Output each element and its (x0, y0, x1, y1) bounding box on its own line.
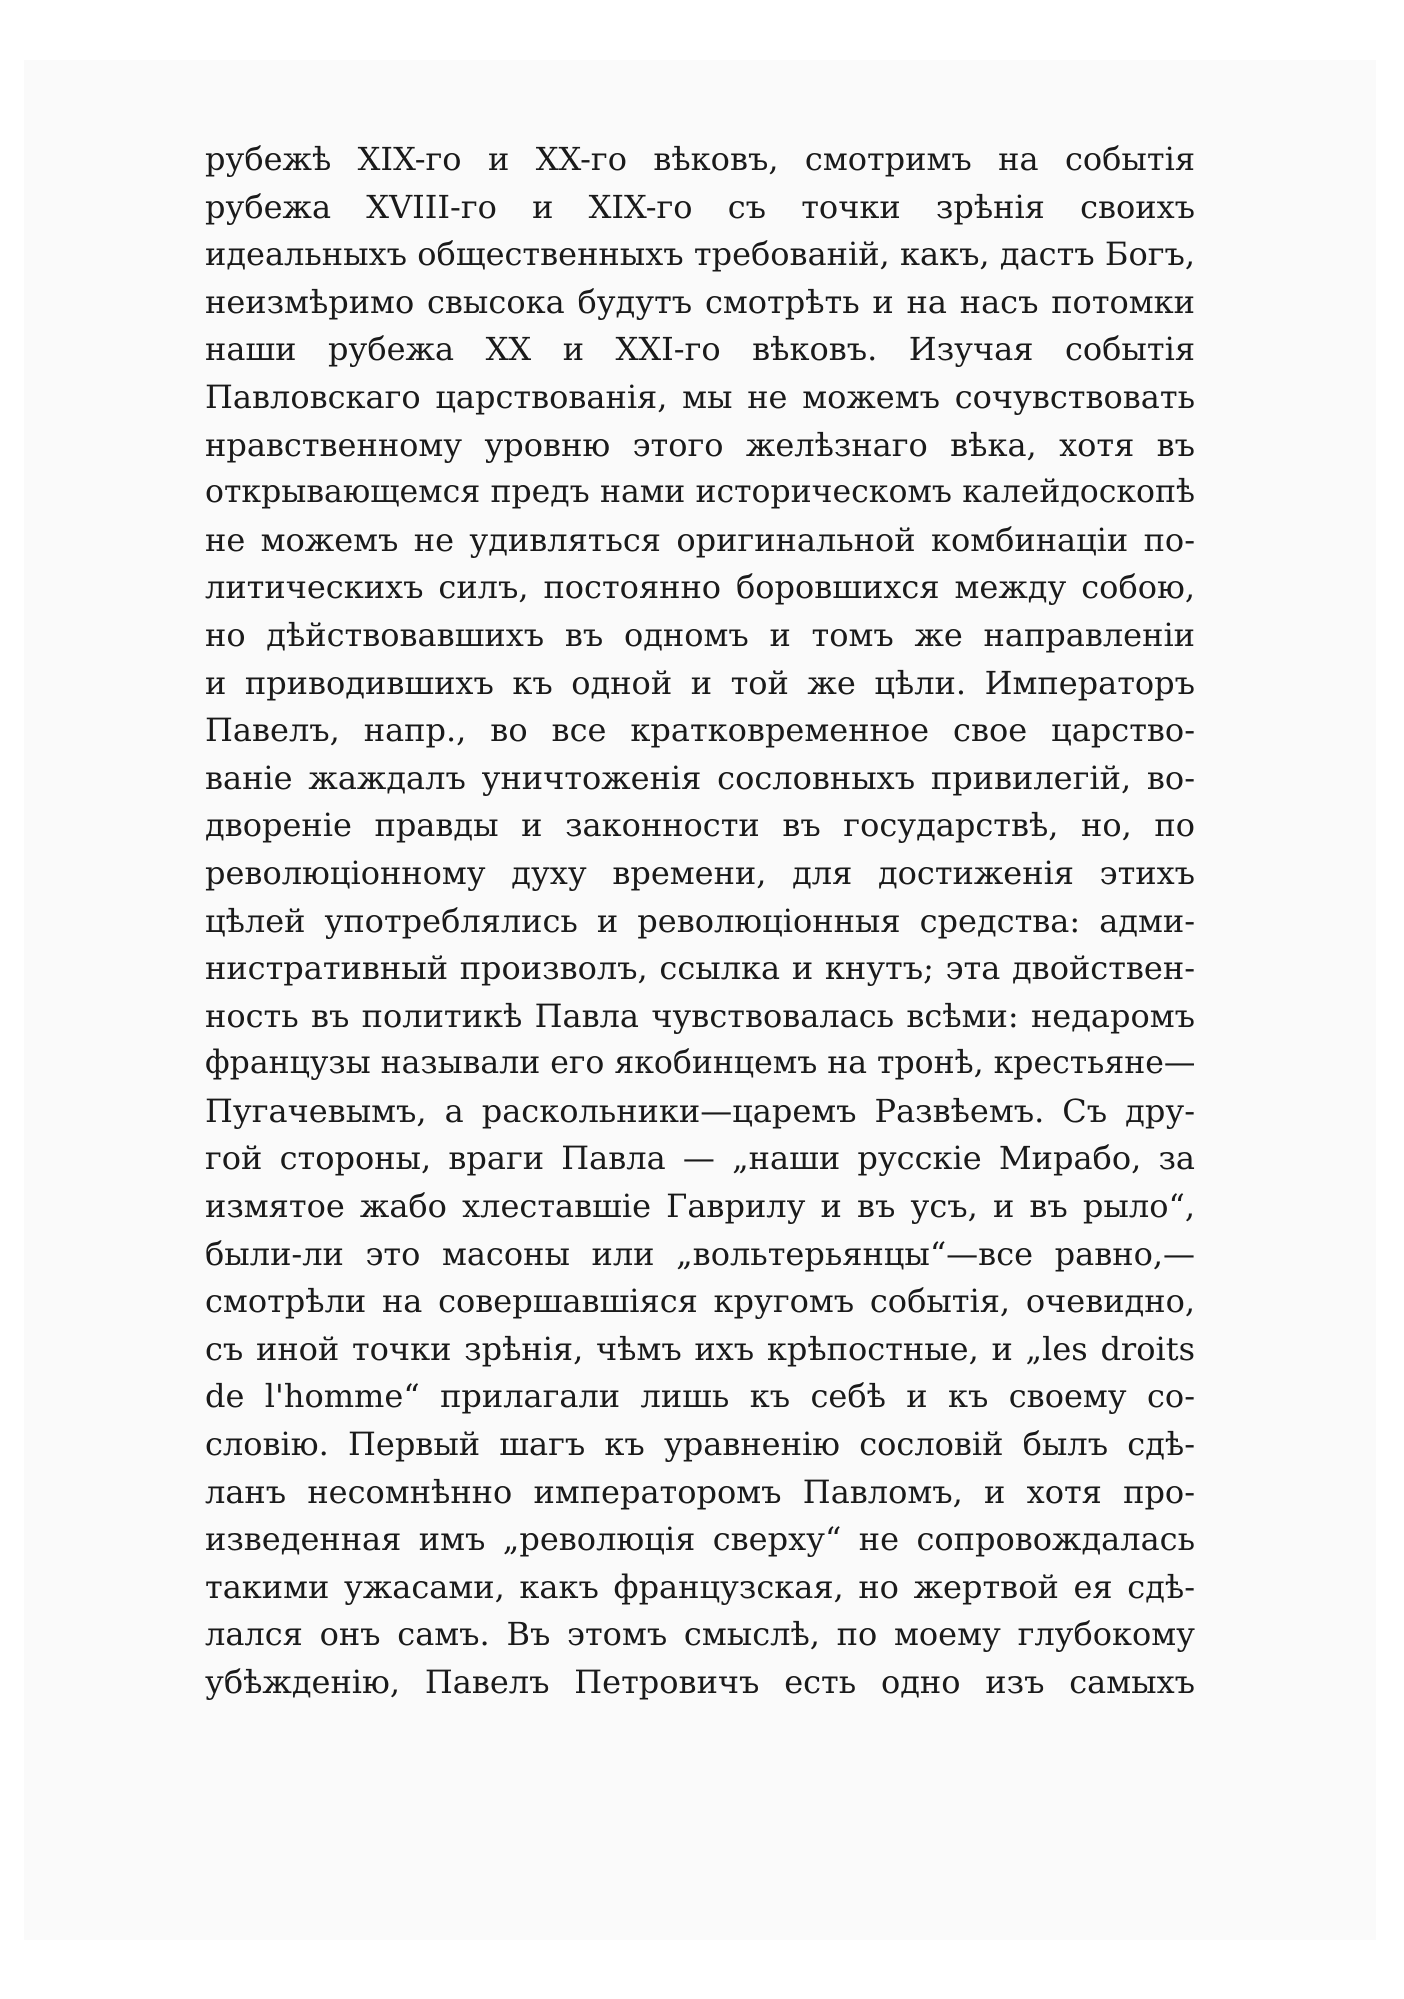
text-line: не можемъ не удивляться оригинальной комбинаціи по- (205, 520, 1195, 559)
text-line: лался онъ самъ. Въ этомъ смыслѣ, по моему глубокому (205, 1615, 1195, 1654)
text-line: ность въ политикѣ Павла чувствовалась всѣми: недаромъ (205, 996, 1195, 1035)
page-text (205, 136, 1195, 1707)
text-line: нравственному уровню этого желѣзнаго вѣка, хотя въ (205, 425, 1195, 464)
text-line: революціонному духу времени, для достиженія этихъ (205, 853, 1195, 892)
text-line: двореніе правды и законности въ государствѣ, но, по (205, 806, 1195, 845)
text-line: ваніе жаждалъ уничтоженія сословныхъ привилегій, во- (205, 758, 1195, 797)
text-line: наши рубежа XX и XXI-го вѣковъ. Изучая событія (205, 330, 1195, 369)
text-line: смотрѣли на совершавшіяся кругомъ событія, очевидно, (205, 1282, 1195, 1321)
text-line: литическихъ силъ, постоянно боровшихся между собою, (205, 568, 1195, 607)
text-line: открывающемся предъ нами историческомъ калейдоскопѣ (205, 474, 1195, 511)
text-line: такими ужасами, какъ французская, но жертвой ея сдѣ- (205, 1567, 1195, 1606)
text-line: ланъ несомнѣнно императоромъ Павломъ, и хотя про- (205, 1472, 1195, 1511)
text-line: цѣлей употреблялись и революціонныя средства: адми- (205, 901, 1195, 940)
text-line: Павелъ, напр., во все кратковременное свое царство- (205, 711, 1195, 750)
text-line: убѣжденію, Павелъ Петровичъ есть одно изъ самыхъ (205, 1663, 1195, 1701)
text-line: de l'homme“ прилагали лишь къ себѣ и къ своему со- (205, 1377, 1195, 1416)
text-line: рубежѣ XIX-го и XX-го вѣковъ, смотримъ на событія (205, 140, 1195, 178)
text-line: измятое жабо хлеставшіе Гаврилу и въ усъ, и въ рыло“, (205, 1187, 1195, 1226)
text-line: Павловскаго царствованія, мы не можемъ сочувствовать (205, 377, 1195, 416)
text-line: съ иной точки зрѣнія, чѣмъ ихъ крѣпостные, и „les droits (205, 1329, 1195, 1368)
text-line: идеальныхъ общественныхъ требованій, какъ, дастъ Богъ, (205, 235, 1195, 274)
text-line: нистративный произволъ, ссылка и кнутъ; эта двойствен- (205, 949, 1195, 988)
text-line: были-ли это масоны или „вольтерьянцы“—все равно,— (205, 1234, 1195, 1273)
text-line: неизмѣримо свысока будутъ смотрѣть и на насъ потомки (205, 282, 1195, 321)
text-line: Пугачевымъ, а раскольники—царемъ Развѣемъ. Съ дру- (205, 1091, 1195, 1130)
text-line: словію. Первый шагъ къ уравненію сословій былъ сдѣ- (205, 1425, 1195, 1464)
text-line: французы называли его якобинцемъ на тронѣ, крестьяне— (205, 1045, 1195, 1082)
text-line: но дѣйствовавшихъ въ одномъ и томъ же направленіи (205, 615, 1195, 654)
text-line: изведенная имъ „революція сверху“ не сопровождалась (205, 1520, 1195, 1559)
text-line: рубежа XVIII-го и XIX-го съ точки зрѣнія своихъ (205, 187, 1195, 226)
text-line: гой стороны, враги Павла — „наши русскіе Мирабо, за (205, 1139, 1195, 1178)
text-line: и приводившихъ къ одной и той же цѣли. Императоръ (205, 663, 1195, 702)
